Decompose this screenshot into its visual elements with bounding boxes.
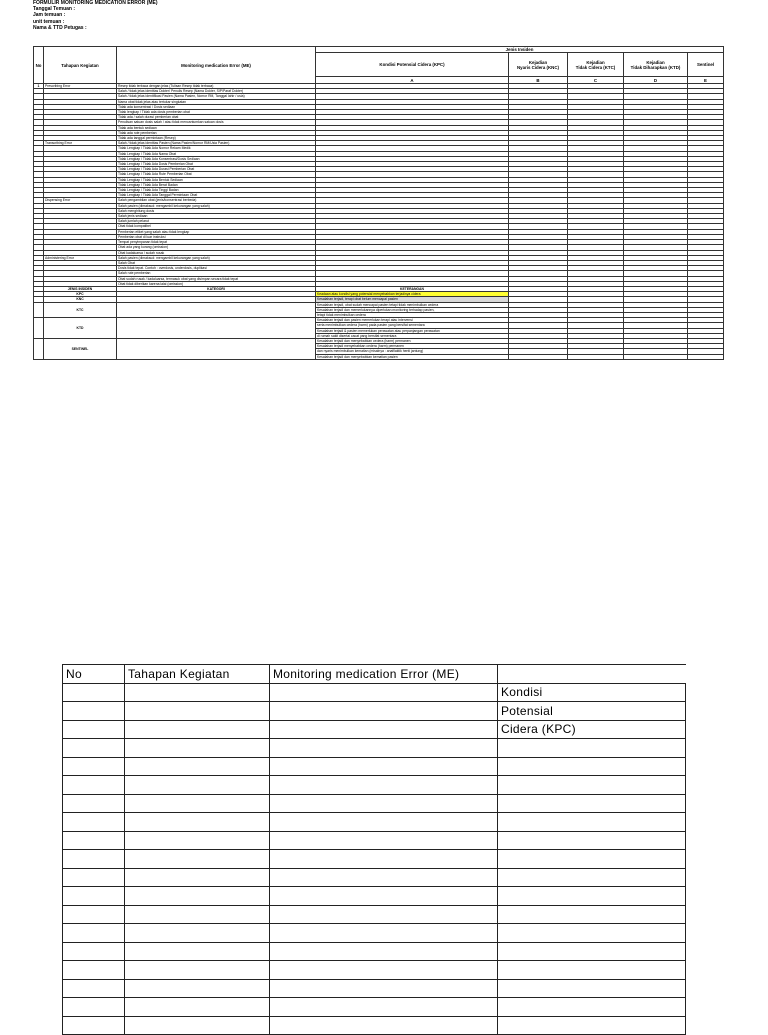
row-item: Salah jenis sediaan bbox=[117, 214, 316, 219]
zoom-row bbox=[63, 1016, 686, 1035]
header-sentinel: Sentinel bbox=[688, 53, 724, 77]
zoom-cell-no[interactable] bbox=[63, 961, 125, 980]
row-item: Obat ada yang kurang (omission) bbox=[117, 245, 316, 250]
row-item: Salah pasien (dimaksud: mengambil kekurangan yang salah) bbox=[117, 203, 316, 208]
zoomed-table bbox=[62, 664, 686, 1035]
legend-jenis: KTC bbox=[44, 302, 117, 318]
row-item: Tidak ada bentuk sediaan bbox=[117, 125, 316, 130]
zoom-row bbox=[63, 998, 686, 1017]
zoom-cell-kpc[interactable] bbox=[498, 905, 686, 924]
zoom-cell-kpc[interactable] bbox=[498, 961, 686, 980]
field-jam-temuan: Jam temuan : bbox=[33, 12, 66, 19]
row-item: Salah / tidak jelas identitas Dokter/ Penulis Resep (Nama Dokter, SIP/Paraf Dokter) bbox=[117, 89, 316, 94]
legend-kategori bbox=[117, 338, 316, 359]
zoom-cell-no[interactable] bbox=[63, 813, 125, 832]
legend-no bbox=[34, 338, 44, 359]
zoom-cell-tahapan[interactable] bbox=[125, 905, 270, 924]
field-nama-petugas: Nama & TTD Petugas : bbox=[33, 24, 87, 31]
row-stage: Administering Error bbox=[44, 255, 117, 260]
zoom-row bbox=[63, 739, 686, 758]
zoom-row bbox=[63, 887, 686, 906]
zoom-row bbox=[63, 813, 686, 832]
header-jenis-insiden: Jenis Insiden bbox=[316, 47, 724, 53]
zoom-cell-no[interactable] bbox=[63, 831, 125, 850]
letter-a: A bbox=[316, 77, 509, 84]
zoom-row bbox=[63, 757, 686, 776]
zoom-cell-tahapan[interactable] bbox=[125, 979, 270, 998]
row-item: Tidak Lengkap / Tidak Ada Berat Badan bbox=[117, 182, 316, 187]
zoom-cell-tahapan[interactable] bbox=[125, 942, 270, 961]
legend-kategori bbox=[117, 302, 316, 318]
zoom-row bbox=[63, 702, 686, 721]
zoom-cell-tahapan[interactable] bbox=[125, 739, 270, 758]
zoom-cell-no[interactable] bbox=[63, 887, 125, 906]
form-title: FORMULIR MONITORING MEDICATION ERROR (ME) bbox=[33, 0, 158, 6]
zoom-cell-kpc[interactable] bbox=[498, 924, 686, 943]
zoom-row bbox=[63, 850, 686, 869]
zoom-cell-kpc[interactable] bbox=[498, 942, 686, 961]
header-kpc: Kondisi Potensial Cidera (KPC) bbox=[316, 53, 509, 77]
legend-keterangan: Kesalahan terjadi menyebabkan cedera (harm) permanen bbox=[316, 344, 509, 349]
zoom-header-no: No bbox=[63, 665, 125, 684]
legend-keterangan: Kesalahan terjadi dan pasien memerlukan terapi atau intervensi bbox=[316, 318, 509, 323]
legend-no bbox=[34, 302, 44, 318]
zoom-cell-tahapan[interactable] bbox=[125, 683, 270, 702]
zoom-cell-no[interactable] bbox=[63, 868, 125, 887]
row-item: Tidak ada tanggal permintaan (Resep) bbox=[117, 136, 316, 141]
row-item: Obat tidak kompatibel bbox=[117, 224, 316, 229]
row-item: Tidak Lengkap / Tidak Ada Bentuk Sediaan bbox=[117, 177, 316, 182]
zoom-cell-monitoring[interactable] bbox=[270, 961, 498, 980]
zoom-cell-tahapan[interactable] bbox=[125, 794, 270, 813]
row-item: Obat kadaluarsa / sudah rusak bbox=[117, 250, 316, 255]
row-item: Tidak Lengkap / Tidak Ada Tanggal Permintaan Obat bbox=[117, 193, 316, 198]
zoom-cell-tahapan[interactable] bbox=[125, 924, 270, 943]
row-item: Tidak ada konsentrasi / Dosis sediaan bbox=[117, 104, 316, 109]
zoom-cell-kpc[interactable] bbox=[498, 887, 686, 906]
legend-blank bbox=[624, 354, 688, 359]
zoom-header-monitoring: Monitoring medication Error (ME) bbox=[270, 665, 498, 684]
zoom-row bbox=[63, 979, 686, 998]
row-item: Obat tidak diberikan karena lalai (omission) bbox=[117, 281, 316, 286]
zoom-cell-kpc[interactable] bbox=[498, 979, 686, 998]
legend-blank bbox=[568, 354, 624, 359]
row-item: Salah menghitung dosis bbox=[117, 208, 316, 213]
legend-keterangan: Kesalahan terjadi, obat sudah mencapai pasien tetapi tidak menimbulkan cedera bbox=[316, 302, 509, 307]
zoom-cell-no[interactable] bbox=[63, 794, 125, 813]
zoom-row bbox=[63, 868, 686, 887]
zoom-cell-monitoring[interactable] bbox=[270, 794, 498, 813]
zoom-cell-tahapan[interactable] bbox=[125, 868, 270, 887]
zoom-cell-no[interactable] bbox=[63, 905, 125, 924]
legend-jenis: KTD bbox=[44, 318, 117, 339]
zoom-cell-tahapan[interactable] bbox=[125, 702, 270, 721]
zoom-cell-kpc[interactable] bbox=[498, 739, 686, 758]
legend-keterangan: tetapi tidak menimbulkan cedera bbox=[316, 312, 509, 317]
letter-e: E bbox=[688, 77, 724, 84]
zoom-cell-monitoring[interactable] bbox=[270, 905, 498, 924]
monitoring-table bbox=[33, 46, 724, 360]
legend-blank bbox=[688, 354, 724, 359]
zoom-row bbox=[63, 720, 686, 739]
header-ktd: Kejadian Tidak Diharapkan (KTD) bbox=[624, 53, 688, 77]
zoom-cell-kpc[interactable] bbox=[498, 998, 686, 1017]
zoom-cell-no[interactable] bbox=[63, 850, 125, 869]
header-monitoring: Monitoring medication Error (ME) bbox=[117, 47, 316, 84]
legend-jenis: KPC bbox=[44, 292, 117, 297]
letter-c: C bbox=[568, 77, 624, 84]
row-item: Tidak Lengkap / Tidak Ada Rute Pemberian Obat bbox=[117, 172, 316, 177]
zoom-cell-kpc[interactable] bbox=[498, 850, 686, 869]
zoom-cell-no[interactable] bbox=[63, 702, 125, 721]
zoom-cell-no[interactable] bbox=[63, 1016, 125, 1035]
row-item: Tidak ada / salah durasi pemberian obat bbox=[117, 115, 316, 120]
zoom-row bbox=[63, 942, 686, 961]
zoom-cell-kpc[interactable]: Kondisi bbox=[498, 683, 686, 702]
zoom-row bbox=[63, 794, 686, 813]
zoom-cell-tahapan[interactable] bbox=[125, 850, 270, 869]
zoom-cell-no[interactable] bbox=[63, 979, 125, 998]
row-item: Salah / tidak jelas identifikasi Pasien (Nama Pasien, Nomor RM, Tanggal lahir / usia) bbox=[117, 94, 316, 99]
row-item: Nama obat tidak jelas atau tertukar singkatan bbox=[117, 99, 316, 104]
legend-keterangan: Kesalahan terjadi, terapi obat belum mencapai pasien bbox=[316, 297, 509, 302]
legend-keterangan: Kesalahan terjadi dan menyebabkan kematian pasien bbox=[316, 354, 509, 359]
zoom-cell-monitoring[interactable] bbox=[270, 887, 498, 906]
legend-head-jenis: JENIS INSIDEN bbox=[44, 286, 117, 291]
zoom-cell-tahapan[interactable] bbox=[125, 961, 270, 980]
row-stage: Prescribing Error bbox=[44, 84, 117, 89]
header-tahapan: Tahapan Kegiatan bbox=[44, 47, 117, 84]
row-item: Salah jumlah pelarut bbox=[117, 219, 316, 224]
row-item: Obat sudah rusak / kadaluarsa, termasuk obat yang disimpan secara tidak tepat bbox=[117, 276, 316, 281]
row-item: Salah pengambilan obat (jenis/konsentrasi berbeda) bbox=[117, 198, 316, 203]
row-item: Tidak Lengkap / Tidak Ada Nama Obat bbox=[117, 151, 316, 156]
legend-jenis: KNC bbox=[44, 297, 117, 302]
zoom-cell-kpc[interactable] bbox=[498, 757, 686, 776]
zoom-row bbox=[63, 905, 686, 924]
zoom-cell-tahapan[interactable] bbox=[125, 887, 270, 906]
row-item: Salah Obat bbox=[117, 260, 316, 265]
zoom-cell-monitoring[interactable] bbox=[270, 868, 498, 887]
legend-keterangan: dan nyaris menimbulkan kematian (misalnya : anafilaktik henti jantung) bbox=[316, 349, 509, 354]
row-item: Resep tidak terbaca dengan jelas (Tulisan Resep tidak terbaca) bbox=[117, 84, 316, 89]
row-item: Tidak Lengkap / Tidak Ada Durasi Pemberian Obat bbox=[117, 167, 316, 172]
zoom-cell-no[interactable] bbox=[63, 739, 125, 758]
zoom-cell-no[interactable] bbox=[63, 998, 125, 1017]
zoom-cell-monitoring[interactable] bbox=[270, 683, 498, 702]
zoom-cell-tahapan[interactable] bbox=[125, 776, 270, 795]
zoom-cell-kpc[interactable]: Potensial bbox=[498, 702, 686, 721]
zoom-cell-kpc[interactable] bbox=[498, 1016, 686, 1035]
legend-keterangan: Kesalahan terjadi dan menyebabkan cedera (harm) permanen bbox=[316, 338, 509, 343]
row-item: Tidak Lengkap / Tidak Ada Tinggi Badan bbox=[117, 188, 316, 193]
legend-keterangan: serta menimbulkan cedera (harm) pada pasien yang bersifat sementara bbox=[316, 323, 509, 328]
zoom-cell-kpc[interactable] bbox=[498, 831, 686, 850]
row-item: Tidak Lengkap / Tidak Ada Konsentrasi/Dosis Sediaan bbox=[117, 156, 316, 161]
row-item: Pemberian etiket yang salah atau tidak lengkap bbox=[117, 229, 316, 234]
zoom-row bbox=[63, 683, 686, 702]
zoom-cell-monitoring[interactable] bbox=[270, 813, 498, 832]
zoom-cell-kpc[interactable] bbox=[498, 868, 686, 887]
legend-no bbox=[34, 318, 44, 339]
zoom-cell-monitoring[interactable] bbox=[270, 942, 498, 961]
field-tanggal-temuan: Tanggal Temuan : bbox=[33, 6, 76, 13]
header-knc: Kejadian Nyaris Cidera (KNC) bbox=[509, 53, 568, 77]
zoom-cell-kpc[interactable] bbox=[498, 776, 686, 795]
row-item: Salah / tidak jelas identitas Pasien (Nama Pasien/Nomor RM/Usia Pasien) bbox=[117, 141, 316, 146]
zoom-cell-no[interactable] bbox=[63, 924, 125, 943]
zoom-cell-tahapan[interactable] bbox=[125, 813, 270, 832]
letter-d: D bbox=[624, 77, 688, 84]
legend-keterangan: Kesalahan terjadi & pasien memerlukan perawatan atau perpanjangan perawatan bbox=[316, 328, 509, 333]
form-header bbox=[33, 0, 158, 31]
zoom-cell-no[interactable] bbox=[63, 776, 125, 795]
legend-keterangan: di rumah sakit disertai cacat yang bersifat sementara bbox=[316, 333, 509, 338]
zoom-cell-monitoring[interactable] bbox=[270, 998, 498, 1017]
row-no: 1 bbox=[34, 84, 44, 89]
zoom-cell-monitoring[interactable] bbox=[270, 757, 498, 776]
zoom-header-tahapan: Tahapan Kegiatan bbox=[125, 665, 270, 684]
row-item: Salah rute pemberian bbox=[117, 271, 316, 276]
row-item: Tidak ada rute pemberian bbox=[117, 130, 316, 135]
zoom-row bbox=[63, 776, 686, 795]
legend-head-kategori: KATEGORI bbox=[117, 286, 316, 291]
field-unit-temuan: unit temuan : bbox=[33, 18, 65, 25]
zoom-row bbox=[63, 831, 686, 850]
row-item: Tempat penyimpanan tidak tepat bbox=[117, 240, 316, 245]
row-item: Penulisan satuan dosis salah / atau tidak mencantumkan satuan dosis bbox=[117, 120, 316, 125]
zoom-row bbox=[63, 961, 686, 980]
row-item: Tidak lengkap / Tidak ada dosis pemberian obat bbox=[117, 110, 316, 115]
zoomed-table-excerpt bbox=[62, 664, 686, 1035]
zoom-cell-tahapan[interactable] bbox=[125, 720, 270, 739]
row-stage: Transcribing Error bbox=[44, 141, 117, 146]
zoom-cell-monitoring[interactable] bbox=[270, 702, 498, 721]
legend-blank bbox=[509, 354, 568, 359]
zoom-cell-no[interactable] bbox=[63, 757, 125, 776]
legend-head-keterangan: KETERANGAN bbox=[316, 286, 509, 291]
row-item: Salah pasien (dimaksud: mengambil kekurangan yang salah) bbox=[117, 255, 316, 260]
row-item: Dosis tidak tepat. Contoh : overdosis, underdosis, duplikasi bbox=[117, 266, 316, 271]
letter-b: B bbox=[509, 77, 568, 84]
legend-jenis: SENTINEL bbox=[44, 338, 117, 359]
zoom-cell-monitoring[interactable] bbox=[270, 979, 498, 998]
zoom-cell-kpc[interactable] bbox=[498, 813, 686, 832]
zoom-cell-kpc[interactable]: Cidera (KPC) bbox=[498, 720, 686, 739]
zoom-cell-monitoring[interactable] bbox=[270, 739, 498, 758]
zoom-cell-no[interactable] bbox=[63, 683, 125, 702]
zoom-cell-tahapan[interactable] bbox=[125, 831, 270, 850]
zoom-cell-monitoring[interactable] bbox=[270, 924, 498, 943]
zoom-cell-tahapan[interactable] bbox=[125, 1016, 270, 1035]
zoom-cell-kpc[interactable] bbox=[498, 794, 686, 813]
legend-keterangan: Kesalahan terjadi dan memerlukannya diperlukan monitoring terhadap pasien, bbox=[316, 307, 509, 312]
header-no: No bbox=[34, 47, 44, 84]
legend-kategori bbox=[117, 318, 316, 339]
zoom-cell-monitoring[interactable] bbox=[270, 850, 498, 869]
zoom-cell-no[interactable] bbox=[63, 720, 125, 739]
zoom-cell-monitoring[interactable] bbox=[270, 831, 498, 850]
row-item: Tidak Lengkap / Tidak Ada Nomor Rekam Medik bbox=[117, 146, 316, 151]
row-item: Pemberian obat di luar instruksi bbox=[117, 234, 316, 239]
row-item: Tidak Lengkap / Tidak Ada Dosis Pemberian Obat bbox=[117, 162, 316, 167]
legend-keterangan: Keadaan atau kondisi yang potensial menyebabkan terjadinya cidera bbox=[316, 292, 509, 297]
zoom-cell-monitoring[interactable] bbox=[270, 1016, 498, 1035]
header-ktc: Kejadian Tidak Cidera (KTC) bbox=[568, 53, 624, 77]
zoom-cell-tahapan[interactable] bbox=[125, 757, 270, 776]
zoom-cell-no[interactable] bbox=[63, 942, 125, 961]
zoom-header-blank bbox=[498, 665, 686, 684]
zoom-cell-monitoring[interactable] bbox=[270, 720, 498, 739]
zoom-cell-tahapan[interactable] bbox=[125, 998, 270, 1017]
row-stage: Dispensing Error bbox=[44, 198, 117, 203]
zoom-row bbox=[63, 924, 686, 943]
zoom-cell-monitoring[interactable] bbox=[270, 776, 498, 795]
